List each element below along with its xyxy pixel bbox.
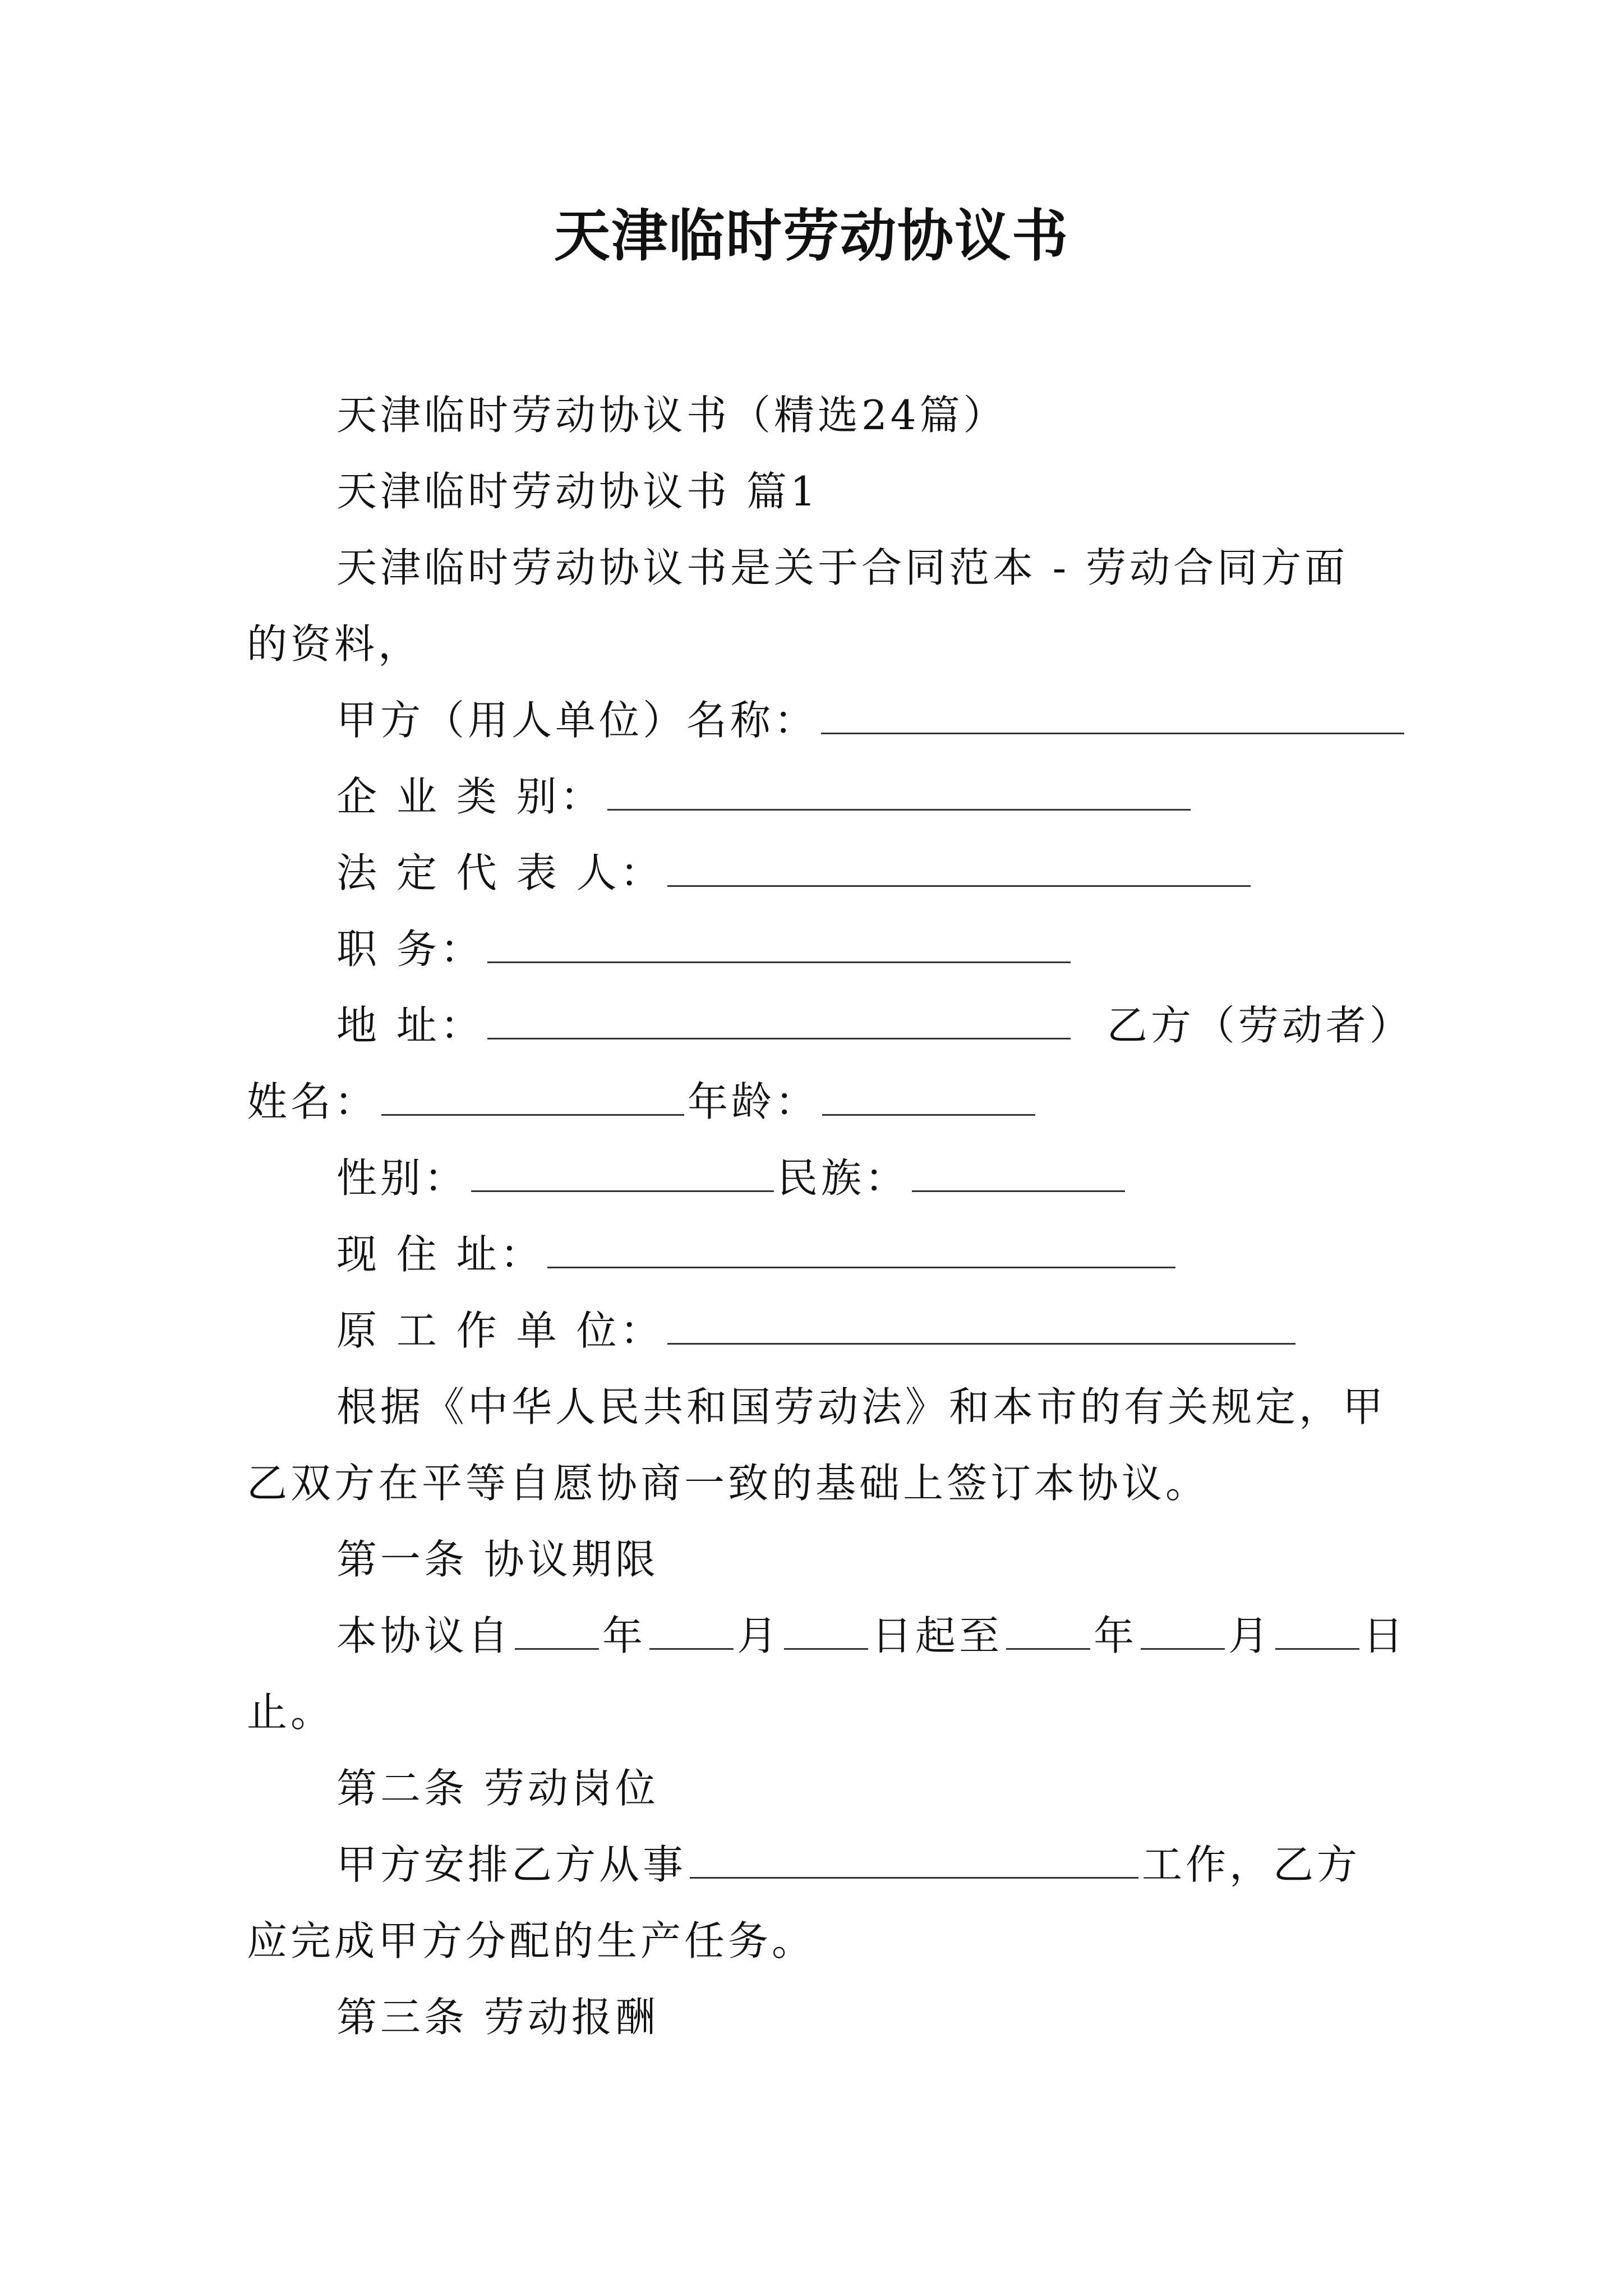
address-row bbox=[336, 997, 1413, 1053]
job-assign-label: 甲方安排乙方从事 bbox=[336, 1841, 687, 1888]
term-from-label: 本协议自 bbox=[336, 1612, 512, 1659]
party-a-name-row bbox=[336, 692, 1408, 748]
month-label: 月 bbox=[737, 1612, 781, 1659]
party-b-gender-label: 性别： bbox=[336, 1154, 468, 1202]
former-employer-blank[interactable] bbox=[667, 1306, 1295, 1345]
article-2-row bbox=[336, 1837, 1361, 1893]
end-month-blank[interactable] bbox=[1141, 1611, 1225, 1650]
party-b-age-label: 年龄： bbox=[688, 1078, 819, 1125]
article-1-term-row bbox=[336, 1608, 1407, 1664]
current-address-blank[interactable] bbox=[547, 1230, 1175, 1268]
party-b-ethnicity-label: 民族： bbox=[777, 1154, 909, 1202]
end-day-blank[interactable] bbox=[1275, 1611, 1359, 1650]
end-day-label: 日 bbox=[1363, 1612, 1407, 1659]
legal-rep-blank[interactable] bbox=[667, 848, 1251, 887]
enterprise-category-row bbox=[336, 769, 1194, 825]
article-2-line-2: 应完成甲方分配的生产任务。 bbox=[247, 1917, 816, 1964]
former-employer-row bbox=[336, 1303, 1299, 1359]
address-label: 地 址： bbox=[336, 1002, 484, 1049]
article-2-heading: 第二条 劳动岗位 bbox=[336, 1765, 659, 1812]
party-b-intro: 乙方（劳动者） bbox=[1106, 1002, 1413, 1049]
enterprise-category-blank[interactable] bbox=[607, 772, 1191, 811]
article-1-end: 止。 bbox=[247, 1688, 335, 1736]
party-b-name-label: 姓名： bbox=[247, 1078, 379, 1125]
enterprise-category-label: 企 业 类 别： bbox=[336, 773, 604, 820]
position-row bbox=[336, 921, 1074, 977]
legal-rep-label: 法 定 代 表 人： bbox=[336, 849, 664, 896]
end-year-label: 年 bbox=[1094, 1612, 1138, 1659]
day-to-label: 日起至 bbox=[872, 1612, 1003, 1659]
start-month-blank[interactable] bbox=[649, 1611, 734, 1650]
basis-line-2: 乙双方在平等自愿协商一致的基础上签订本协议。 bbox=[247, 1460, 1210, 1507]
party-b-gender-blank[interactable] bbox=[471, 1153, 774, 1192]
end-year-blank[interactable] bbox=[1006, 1611, 1090, 1650]
former-employer-label: 原 工 作 单 位： bbox=[336, 1307, 664, 1354]
party-a-name-label: 甲方（用人单位）名称： bbox=[336, 697, 818, 744]
document-subtitle: 天津临时劳动协议书（精选24篇） bbox=[336, 392, 1007, 439]
party-a-name-blank[interactable] bbox=[821, 696, 1404, 734]
part-heading: 天津临时劳动协议书 篇1 bbox=[336, 468, 819, 515]
year-label: 年 bbox=[602, 1612, 647, 1659]
start-day-blank[interactable] bbox=[784, 1611, 868, 1650]
position-blank[interactable] bbox=[487, 924, 1071, 963]
intro-line-1: 天津临时劳动协议书是关于合同范本 - 劳动合同方面 bbox=[336, 544, 1349, 591]
name-age-row bbox=[247, 1074, 1039, 1130]
position-label: 职 务： bbox=[336, 926, 484, 973]
start-year-blank[interactable] bbox=[515, 1611, 599, 1650]
job-work-label: 工作，乙方 bbox=[1142, 1841, 1361, 1888]
party-b-age-blank[interactable] bbox=[822, 1077, 1035, 1116]
legal-rep-row bbox=[336, 845, 1254, 901]
address-blank[interactable] bbox=[487, 1001, 1071, 1039]
party-b-name-blank[interactable] bbox=[381, 1077, 684, 1116]
article-1-heading: 第一条 协议期限 bbox=[336, 1536, 659, 1583]
current-address-label: 现 住 址： bbox=[336, 1231, 544, 1278]
basis-line-1: 根据《中华人民共和国劳动法》和本市的有关规定，甲 bbox=[336, 1383, 1387, 1430]
document-title: 天津临时劳动协议书 bbox=[554, 203, 1069, 269]
party-b-ethnicity-blank[interactable] bbox=[912, 1153, 1125, 1192]
current-address-row bbox=[336, 1226, 1179, 1282]
article-3-heading: 第三条 劳动报酬 bbox=[336, 1994, 659, 2041]
gender-ethnicity-row bbox=[336, 1150, 1128, 1206]
job-blank[interactable] bbox=[690, 1840, 1138, 1879]
end-month-label: 月 bbox=[1228, 1612, 1272, 1659]
intro-line-2: 的资料， bbox=[247, 620, 422, 668]
